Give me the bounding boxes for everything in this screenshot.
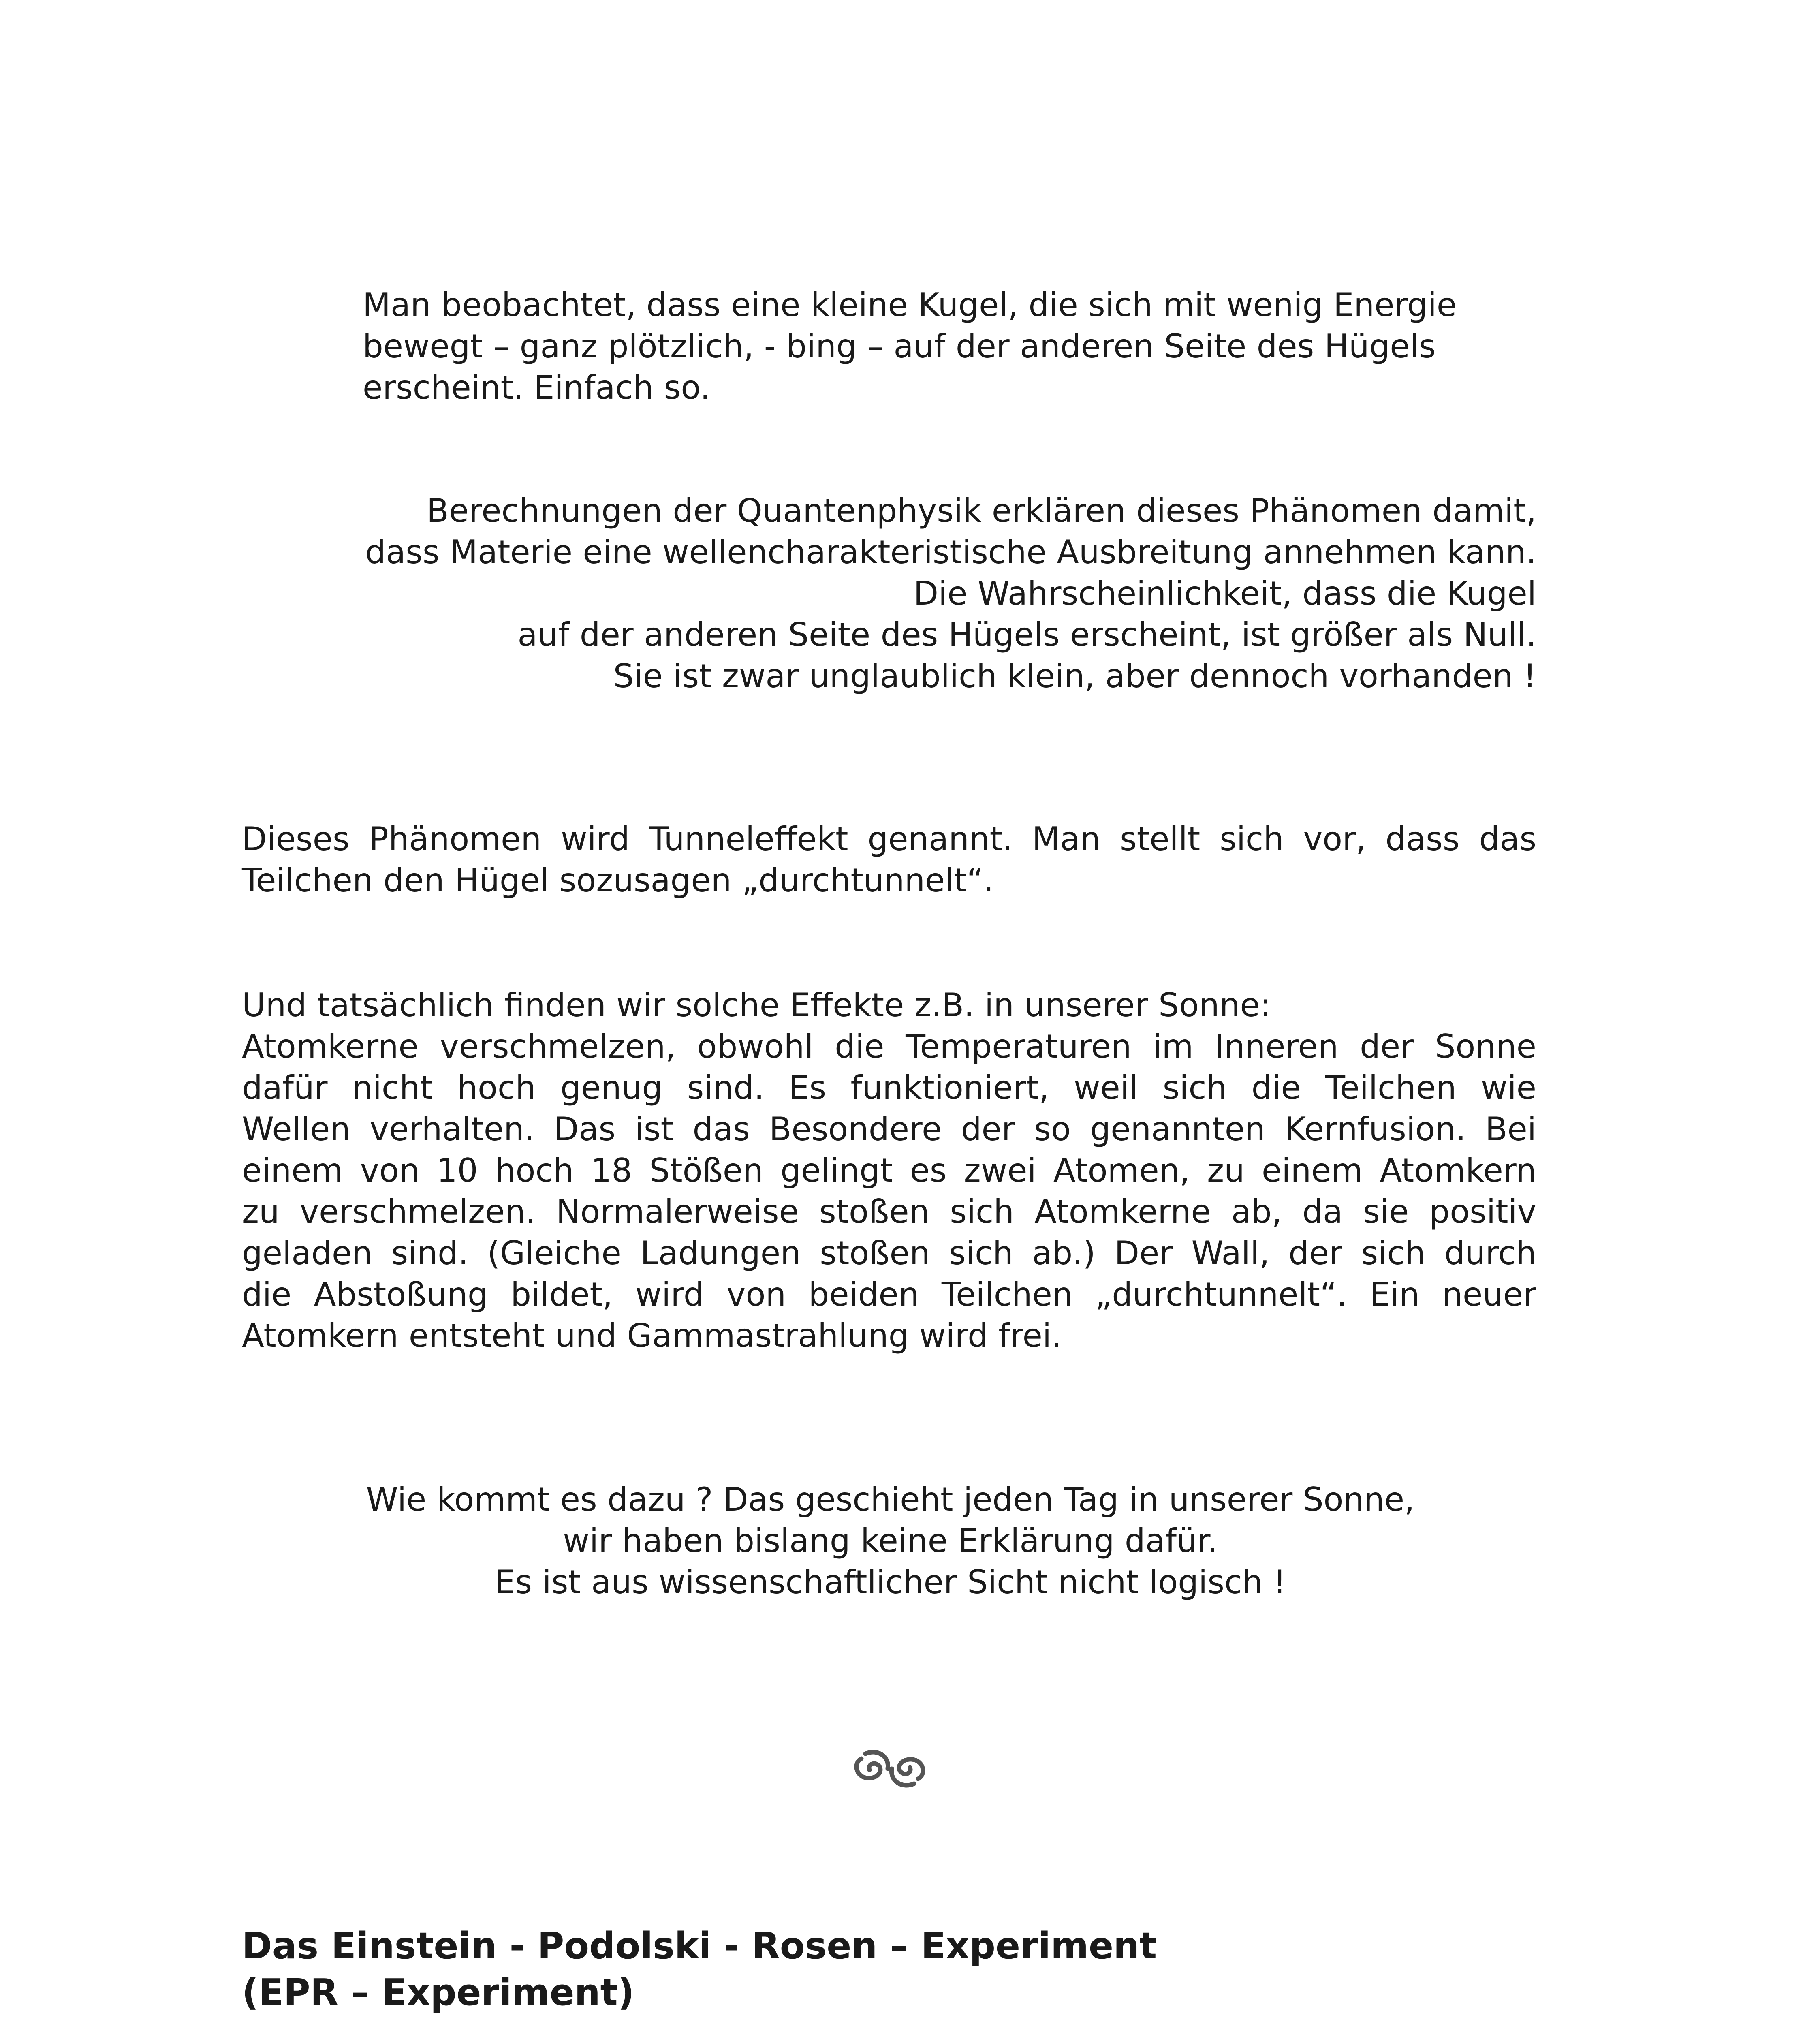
section-heading (242, 1923, 1536, 2016)
fleuron-icon (849, 1746, 930, 1791)
tunnel-effect-paragraph (242, 819, 1536, 901)
text-line: einem von 10 hoch 18 Stößen gelingt es zwei Atomen, zu einem Atomkern (242, 1152, 1536, 1189)
text-line: Die Wahrscheinlichkeit, dass die Kugel (913, 575, 1536, 612)
heading-line: (EPR – Experiment) (242, 1971, 634, 2014)
text-line: auf der anderen Seite des Hügels erscheint, ist größer als Null. (517, 616, 1536, 654)
text-line: Atomkern entsteht und Gammastrahlung wird frei. (242, 1317, 1062, 1355)
fleuron-icon-svg (849, 1746, 930, 1791)
text-line: die Abstoßung bildet, wird von beiden Teilchen „durchtunnelt“. Ein neuer (242, 1276, 1536, 1313)
text-line: Dieses Phänomen wird Tunneleffekt genannt. Man stellt sich vor, dass das (242, 820, 1536, 858)
sun-fusion-paragraph (242, 985, 1536, 1357)
text-line: Es ist aus wissenschaftlicher Sicht nicht logisch ! (494, 1563, 1286, 1601)
text-line: Teilchen den Hügel sozusagen „durchtunnelt“. (242, 861, 994, 899)
text-line: Wellen verhalten. Das ist das Besondere der so genannten Kernfusion. Bei (242, 1110, 1536, 1148)
text-line: Und tatsächlich finden wir solche Effekte z.B. in unserer Sonne: (242, 986, 1271, 1024)
text-line: dass Materie eine wellencharakteristische Ausbreitung annehmen kann. (365, 533, 1536, 571)
text-line: bewegt – ganz plötzlich, - bing – auf der anderen Seite des Hügels (363, 327, 1436, 365)
text-line: geladen sind. (Gleiche Ladungen stoßen sich ab.) Der Wall, der sich durch (242, 1234, 1536, 1272)
text-line: Wie kommt es dazu ? Das geschieht jeden Tag in unserer Sonne, (366, 1481, 1415, 1518)
text-line: zu verschmelzen. Normalerweise stoßen sich Atomkerne ab, da sie positiv (242, 1193, 1536, 1231)
intro-paragraph (363, 284, 1538, 408)
text-line: Berechnungen der Quantenphysik erklären dieses Phänomen damit, (427, 492, 1536, 530)
heading-line: Das Einstein - Podolski - Rosen – Experiment (242, 1925, 1157, 1967)
explanation-paragraph (284, 490, 1536, 697)
text-line: Sie ist zwar unglaublich klein, aber dennoch vorhanden ! (613, 657, 1536, 695)
text-line: dafür nicht hoch genug sind. Es funktioniert, weil sich die Teilchen wie (242, 1069, 1536, 1107)
text-line: Atomkerne verschmelzen, obwohl die Temperaturen im Inneren der Sonne (242, 1028, 1536, 1065)
text-line: wir haben bislang keine Erklärung dafür. (563, 1522, 1218, 1560)
text-line: erscheint. Einfach so. (363, 369, 711, 406)
text-line: Man beobachtet, dass eine kleine Kugel, die sich mit wenig Energie (363, 286, 1457, 324)
question-paragraph (284, 1479, 1497, 1603)
